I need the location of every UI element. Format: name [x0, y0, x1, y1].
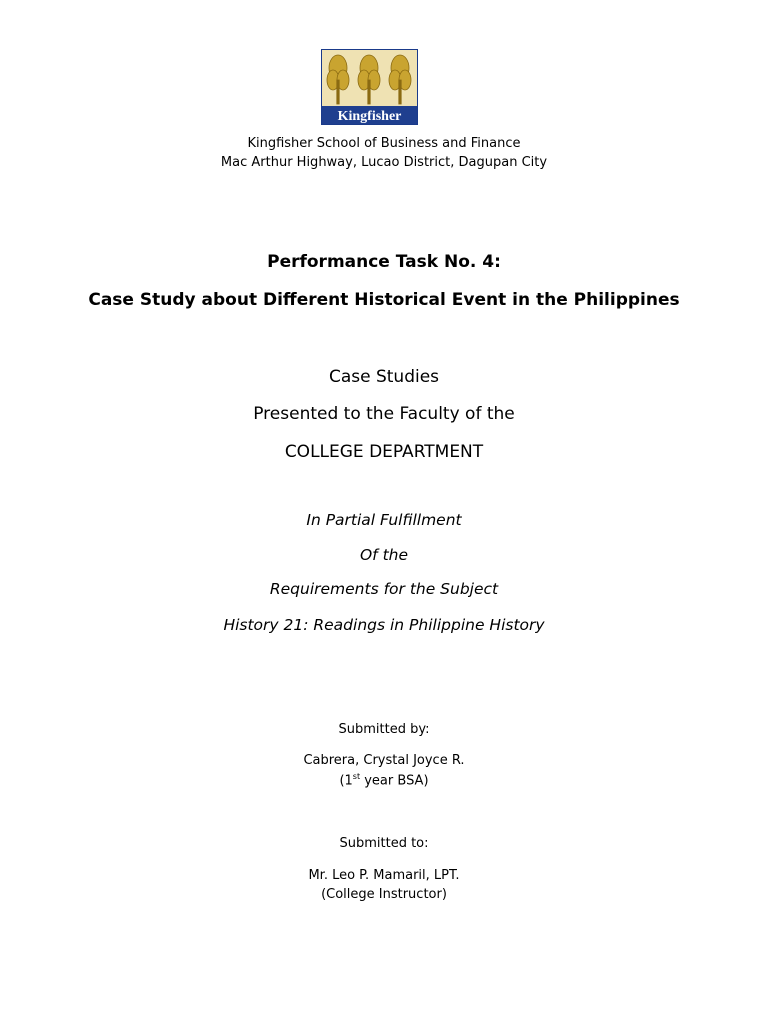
year-prefix: (1 [339, 773, 353, 789]
submitted-by-label: Submitted by: [338, 722, 430, 737]
student-year [0, 772, 768, 788]
task-number: Performance Task No. 4: [267, 252, 501, 272]
logo-wordmark: Kingfisher [337, 109, 402, 124]
instructor-name: Mr. Leo P. Mamaril, LPT. [308, 868, 460, 883]
submitted-to-label: Submitted to: [339, 836, 429, 851]
subject-line: History 21: Readings in Philippine History [223, 616, 545, 634]
year-superscript: st [352, 772, 361, 781]
school-address: Mac Arthur Highway, Lucao District, Dagupan City [220, 155, 548, 170]
year-suffix: year BSA) [360, 773, 429, 789]
presented-to-line: Presented to the Faculty of the [253, 404, 515, 424]
instructor-role: (College Instructor) [321, 887, 447, 902]
case-studies-heading: Case Studies [328, 367, 440, 387]
fulfillment-line-3: Requirements for the Subject [269, 580, 499, 598]
department-line: COLLEGE DEPARTMENT [284, 442, 484, 462]
school-name: Kingfisher School of Business and Finance [247, 136, 521, 151]
student-name: Cabrera, Crystal Joyce R. [303, 753, 465, 768]
task-title: Case Study about Different Historical Event in the Philippines [88, 290, 680, 310]
kingfisher-logo [321, 49, 418, 125]
fulfillment-line-2: Of the [359, 546, 409, 564]
fulfillment-line-1: In Partial Fulfillment [306, 511, 462, 529]
